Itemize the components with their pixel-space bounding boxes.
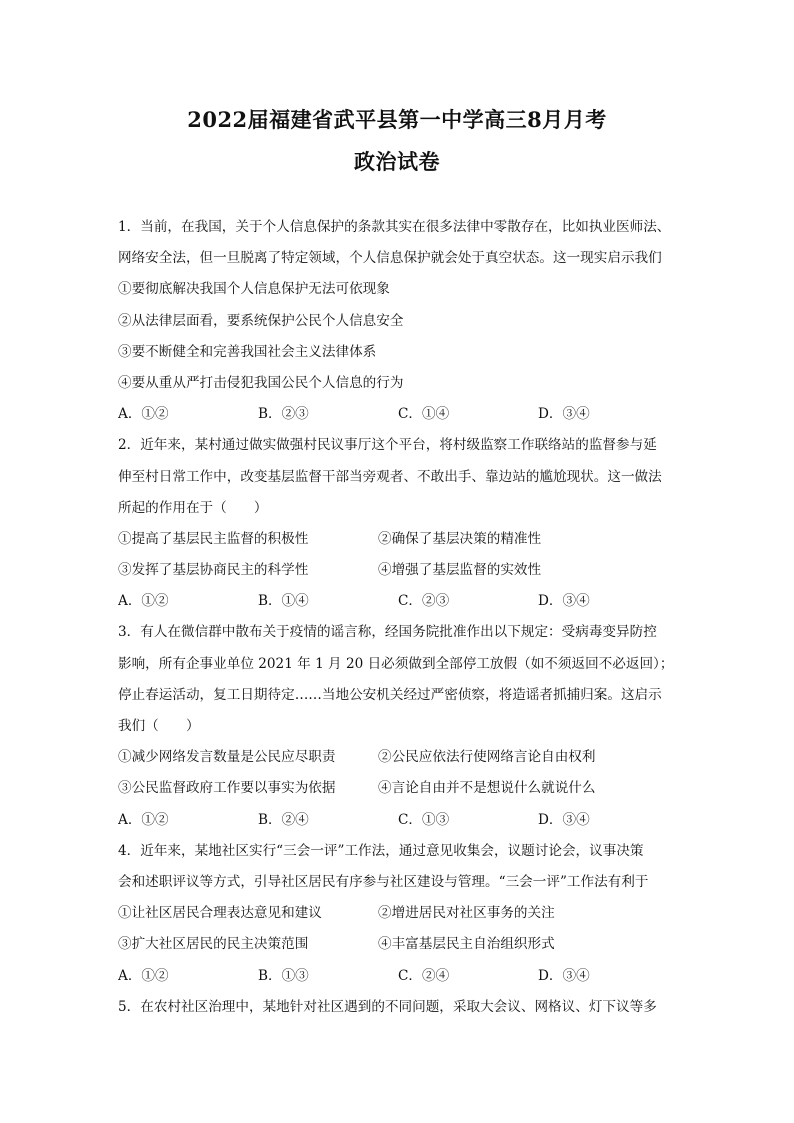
question-stem-line: 5．在农村社区治理中，某地针对社区遇到的不同问题，采取大会议、网格议、灯下议等多 [118,998,657,1015]
option-line: ②从法律层面看，要系统保护公民个人信息安全 [118,312,404,329]
choice-b: B．①③ [258,967,309,984]
option-line: ④要从重从严打击侵犯我国公民个人信息的行为 [118,374,404,391]
choice-d: D．③④ [538,406,590,423]
question-1 [118,212,678,430]
question-stem-line: 停止春运活动，复工日期待定……当地公安机关经过严密侦察，将造谣者抓捕归案。这启示 [118,686,662,703]
question-stem-line: 4．近年来，某地社区实行“三会一评”工作法，通过意见收集会，议题讨论会，议事决策 [118,842,644,859]
choice-c: C．①④ [398,406,450,423]
choice-c: C．②④ [398,967,450,984]
option-3: ③扩大社区居民的民主决策范围 [118,936,309,953]
option-2: ②确保了基层决策的精准性 [378,530,542,547]
choice-b: B．①④ [258,593,309,610]
choice-c: C．②③ [398,593,450,610]
option-1: ①提高了基层民主监督的积极性 [118,530,309,547]
option-line: ①要彻底解决我国个人信息保护无法可依现象 [118,281,390,298]
question-stem-line: 我们（ ） [118,718,200,734]
option-2: ②公民应依法行使网络言论自由权利 [378,749,596,766]
choice-d: D．③④ [538,967,590,984]
answer-choices [118,586,678,617]
question-2 [118,430,678,617]
question-3 [118,617,678,835]
choice-a: A．①② [118,967,169,984]
option-pair [118,524,678,555]
question-stem-line: 伸至村日常工作中，改变基层监督干部当旁观者、不敢出手、靠边站的尴尬现状。这一做法 [118,468,662,485]
option-4: ④丰富基层民主自治组织形式 [378,936,555,953]
question-list [118,212,678,1023]
answer-choices [118,961,678,992]
choice-d: D．③④ [538,593,590,610]
option-1: ①减少网络发言数量是公民应尽职责 [118,749,336,766]
question-stem-line: 2．近年来，某村通过做实做强村民议事厅这个平台，将村级监察工作联络站的监督参与延 [118,437,657,454]
option-pair [118,929,678,960]
choice-a: A．①② [118,406,169,423]
choice-b: B．②③ [258,406,309,423]
question-stem-line: 所起的作用在于（ ） [118,499,268,516]
question-stem-line: 网络安全法，但一旦脱离了特定领域，个人信息保护就会处于真空状态。这一现实启示我们 [118,250,662,267]
choice-c: C．①③ [398,811,450,828]
question-stem-line: 影响，所有企事业单位 2021 年 1 月 20 日必须做到全部停工放假（如不须返回不必返回）； [118,655,674,672]
choice-a: A．①② [118,593,169,610]
question-stem-line: 3．有人在微信群中散布关于疫情的谣言称，经国务院批准作出以下规定：受病毒变异防控 [118,624,657,641]
option-4: ④增强了基层监督的实效性 [378,562,542,579]
choice-d: D．③④ [538,811,590,828]
page-title: 2022届福建省武平县第一中学高三8月月考 [187,107,607,132]
option-1: ①让社区居民合理表达意见和建议 [118,905,322,922]
page-subtitle: 政治试卷 [354,149,440,174]
option-pair [118,773,678,804]
choice-b: B．②④ [258,811,309,828]
question-5 [118,992,678,1023]
option-pair [118,555,678,586]
option-line: ③要不断健全和完善我国社会主义法律体系 [118,343,377,360]
option-2: ②增进居民对社区事务的关注 [378,905,555,922]
answer-choices [118,805,678,836]
question-stem-line: 会和述职评议等方式，引导社区居民有序参与社区建设与管理。“三会一评”工作法有利于 [118,873,649,890]
option-3: ③公民监督政府工作要以事实为依据 [118,780,336,797]
question-4 [118,836,678,992]
option-pair [118,742,678,773]
option-3: ③发挥了基层协商民主的科学性 [118,562,309,579]
option-pair [118,898,678,929]
choice-a: A．①② [118,811,169,828]
question-stem-line: 1．当前，在我国，关于个人信息保护的条款其实在很多法律中零散存在，比如执业医师法、 [118,219,671,235]
option-4: ④言论自由并不是想说什么就说什么 [378,780,596,797]
answer-choices [118,399,678,430]
